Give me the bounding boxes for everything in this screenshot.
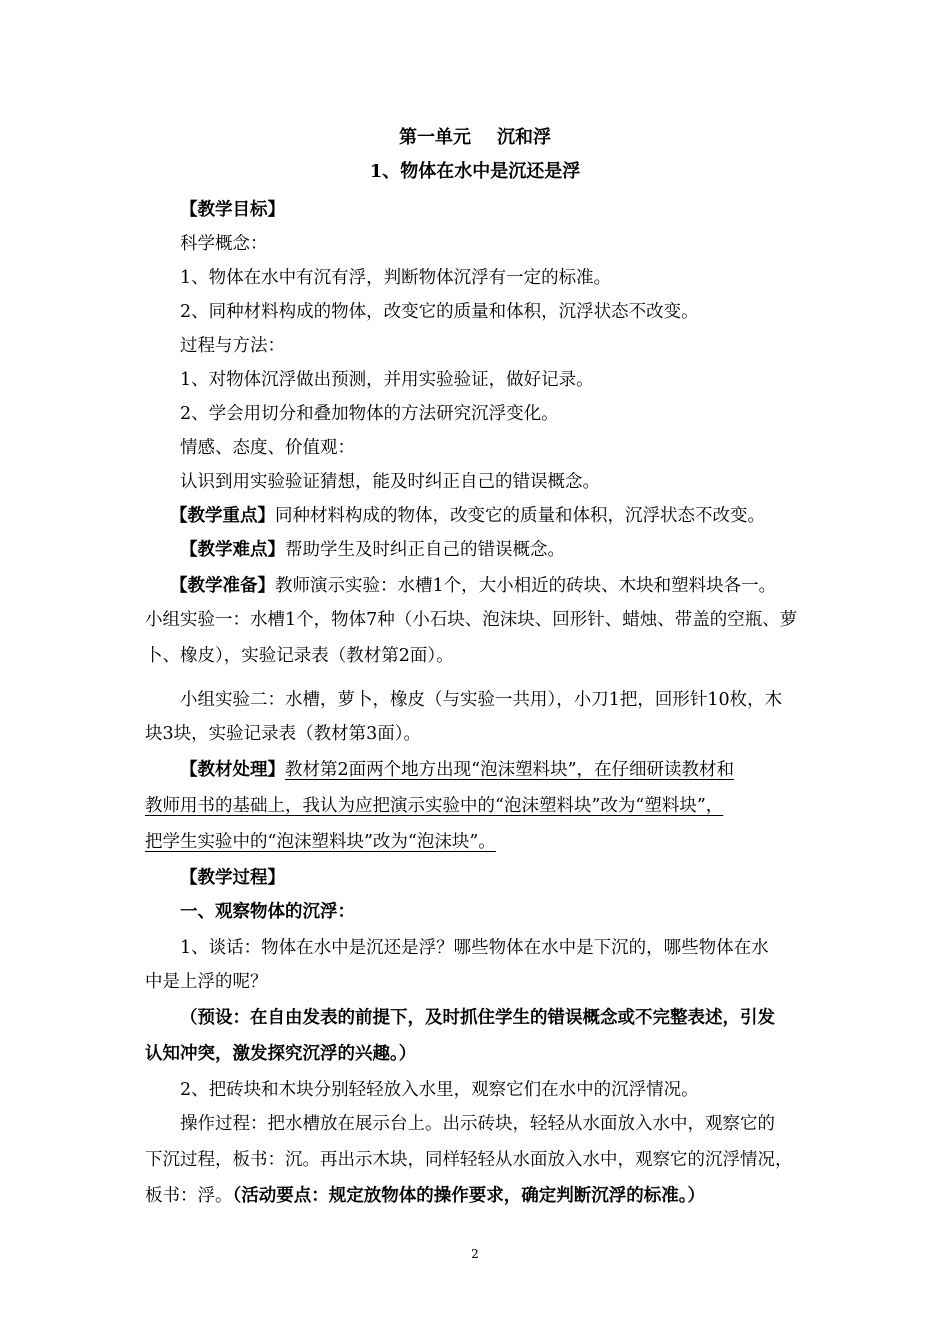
preparation-text-1: 教师演示实验：水槽1个，大小相近的砖块、木块和塑料块各一。 <box>275 576 777 596</box>
preparation-line-1 <box>170 574 815 598</box>
material-text-1: 教材第2面两个地方出现“泡沫塑料块”，在仔细研读教材和 <box>285 760 735 780</box>
material-label: 【教材处理】 <box>180 760 285 780</box>
difficulty <box>180 538 815 562</box>
difficulty-text: 帮助学生及时纠正自己的错误概念。 <box>285 540 565 560</box>
preparation-line-5: 块3块，实验记录表（教材第3面）。 <box>145 724 422 744</box>
page-number: 2 <box>471 1247 479 1261</box>
operation-line-1: 操作过程：把水槽放在展示台上。出示砖块，轻轻从水面放入水中，观察它的 <box>180 1114 775 1134</box>
process-label: 过程与方法： <box>180 336 285 356</box>
operation-text-3: 板书：浮。 <box>145 1186 233 1206</box>
unit-number: 第一单元 <box>399 127 471 148</box>
process-item-1: 1、对物体沉浮做出预测，并用实验验证，做好记录。 <box>180 370 594 390</box>
preparation-line-3: 卜、橡皮），实验记录表（教材第2面）。 <box>145 646 454 666</box>
key-point-text: 同种材料构成的物体，改变它的质量和体积，沉浮状态不改变。 <box>275 506 765 526</box>
attitude-label: 情感、态度、价值观： <box>180 438 355 458</box>
unit-name: 沉和浮 <box>497 127 551 148</box>
operation-line-2: 下沉过程，板书：沉。再出示木块，同样轻轻从水面放入水中，观察它的沉浮情况， <box>145 1150 793 1170</box>
preparation-label: 【教学准备】 <box>170 576 275 596</box>
preparation-line-2: 小组实验一：水槽1个，物体7种（小石块、泡沫块、回形针、蜡烛、带盖的空瓶、萝 <box>145 610 798 630</box>
talk-line-2: 中是上浮的呢？ <box>145 972 268 992</box>
process-heading: 【教学过程】 <box>180 868 285 888</box>
attitude-item-1: 认识到用实验验证猜想，能及时纠正自己的错误概念。 <box>180 472 600 492</box>
unit-title <box>0 126 950 150</box>
preset-line-1: （预设：在自由发表的前提下，及时抓住学生的错误概念或不完整表述，引发 <box>180 1008 775 1028</box>
concept-item-1: 1、物体在水中有沉有浮，判断物体沉浮有一定的标准。 <box>180 268 612 288</box>
key-point-label: 【教学重点】 <box>170 506 275 526</box>
process-item-2: 2、学会用切分和叠加物体的方法研究沉浮变化。 <box>180 404 559 424</box>
key-point <box>170 504 815 528</box>
talk-line-1: 1、谈话：物体在水中是沉还是浮？哪些物体在水中是下沉的，哪些物体在水 <box>180 938 769 958</box>
objectives-heading: 【教学目标】 <box>180 200 285 220</box>
step-2: 2、把砖块和木块分别轻轻放入水里，观察它们在水中的沉浮情况。 <box>180 1080 699 1100</box>
preset-line-2: 认知冲突，激发探究沉浮的兴趣。） <box>145 1044 417 1064</box>
material-line-2: 教师用书的基础上，我认为应把演示实验中的“泡沫塑料块”改为“塑料块”， <box>145 796 724 816</box>
difficulty-label: 【教学难点】 <box>180 540 285 560</box>
material-line-3: 把学生实验中的“泡沫塑料块”改为“泡沫块”。 <box>145 832 496 852</box>
section-1-heading: 一、观察物体的沉浮： <box>180 902 355 922</box>
concept-item-2: 2、同种材料构成的物体，改变它的质量和体积，沉浮状态不改变。 <box>180 302 699 322</box>
operation-line-3 <box>145 1184 815 1208</box>
preparation-line-4: 小组实验二：水槽，萝卜，橡皮（与实验一共用），小刀1把，回形针10枚，木 <box>180 690 783 710</box>
concept-label: 科学概念： <box>180 234 268 254</box>
lesson-title: 1、物体在水中是沉还是浮 <box>369 161 581 182</box>
activity-key-point: （活动要点：规定放物体的操作要求，确定判断沉浮的标准。） <box>232 1186 705 1206</box>
material-line-1 <box>180 758 815 782</box>
